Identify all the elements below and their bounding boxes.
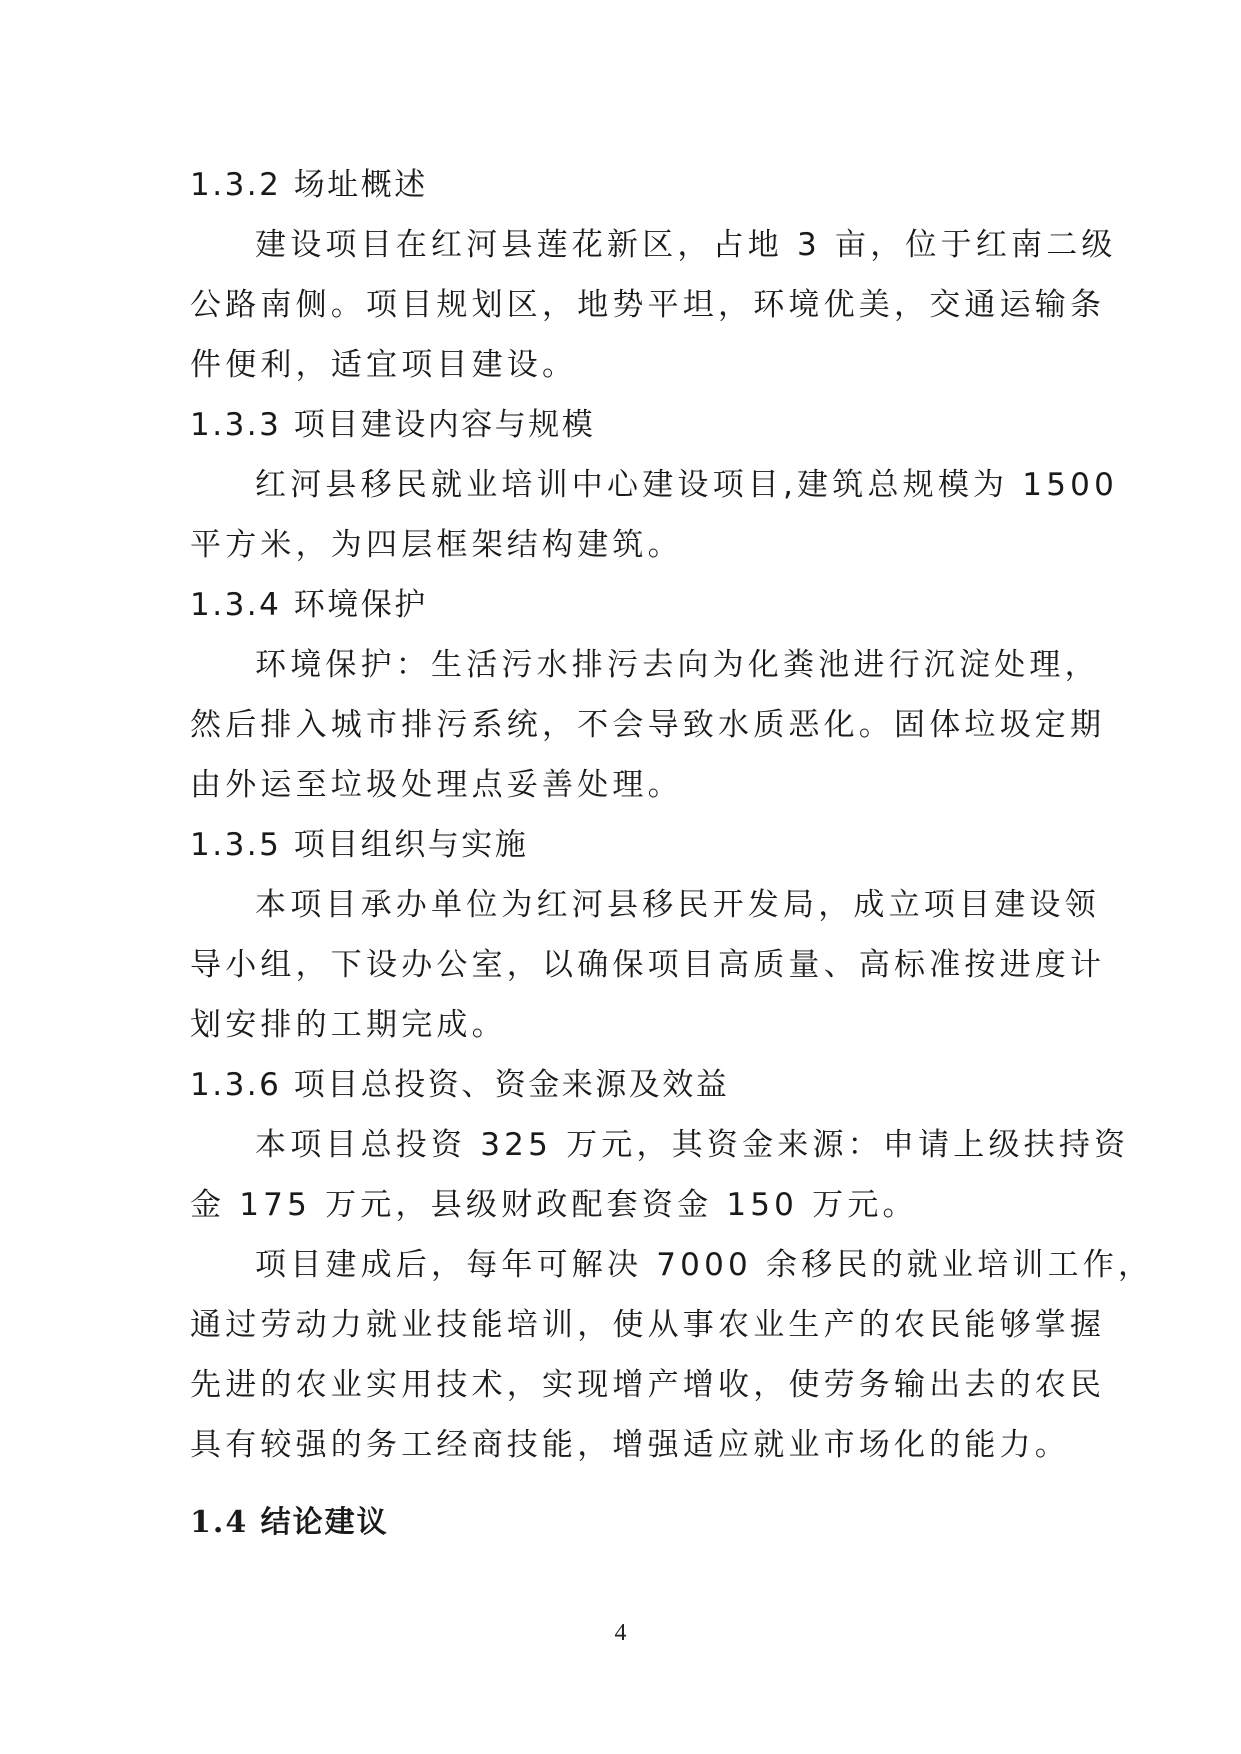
subsection-heading-1-3-6: 1.3.6 项目总投资、资金来源及效益 <box>190 1067 730 1103</box>
paragraph-line: 导小组，下设办公室，以确保项目高质量、高标准按进度计 <box>190 947 1106 983</box>
paragraph-line: 环境保护：生活污水排污去向为化粪池进行沉淀处理， <box>255 647 1100 683</box>
paragraph-line: 具有较强的务工经商技能，增强适应就业市场化的能力。 <box>190 1427 1070 1463</box>
paragraph-line: 然后排入城市排污系统，不会导致水质恶化。固体垃圾定期 <box>190 707 1106 743</box>
paragraph-site-overview <box>190 215 1117 395</box>
paragraph-line: 本项目承办单位为红河县移民开发局，成立项目建设领 <box>255 887 1100 923</box>
page-number: 4 <box>614 1620 627 1646</box>
paragraph-investment <box>190 1115 1130 1235</box>
subsection-heading-1-3-4: 1.3.4 环境保护 <box>190 587 428 623</box>
paragraph-organization <box>190 875 1106 1055</box>
section-heading-1-4: 1.4 结论建议 <box>190 1505 389 1540</box>
paragraph-line: 建设项目在红河县莲花新区，占地 3 亩，位于红南二级 <box>255 227 1117 263</box>
paragraph-line: 金 175 万元，县级财政配套资金 150 万元。 <box>190 1187 918 1223</box>
subsection-heading-1-3-5: 1.3.5 项目组织与实施 <box>190 827 529 863</box>
paragraph-benefits <box>190 1235 1154 1475</box>
paragraph-line: 项目建成后，每年可解决 7000 余移民的就业培训工作， <box>255 1247 1154 1283</box>
paragraph-line: 公路南侧。项目规划区，地势平坦，环境优美，交通运输条 <box>190 287 1106 323</box>
paragraph-line: 红河县移民就业培训中心建设项目,建筑总规模为 1500 <box>255 467 1118 503</box>
paragraph-line: 平方米，为四层框架结构建筑。 <box>190 527 683 563</box>
paragraph-line: 件便利，适宜项目建设。 <box>190 347 578 383</box>
paragraph-line: 先进的农业实用技术，实现增产增收，使劳务输出去的农民 <box>190 1367 1106 1403</box>
paragraph-line: 由外运至垃圾处理点妥善处理。 <box>190 767 683 803</box>
subsection-heading-1-3-3: 1.3.3 项目建设内容与规模 <box>190 407 596 443</box>
subsection-heading-1-3-2: 1.3.2 场址概述 <box>190 167 428 203</box>
paragraph-environment <box>190 635 1106 815</box>
page-content <box>190 155 1154 1553</box>
paragraph-line: 划安排的工期完成。 <box>190 1007 507 1043</box>
paragraph-line: 本项目总投资 325 万元，其资金来源：申请上级扶持资 <box>255 1127 1130 1163</box>
paragraph-construction-scale <box>190 455 1118 575</box>
paragraph-line: 通过劳动力就业技能培训，使从事农业生产的农民能够掌握 <box>190 1307 1106 1343</box>
